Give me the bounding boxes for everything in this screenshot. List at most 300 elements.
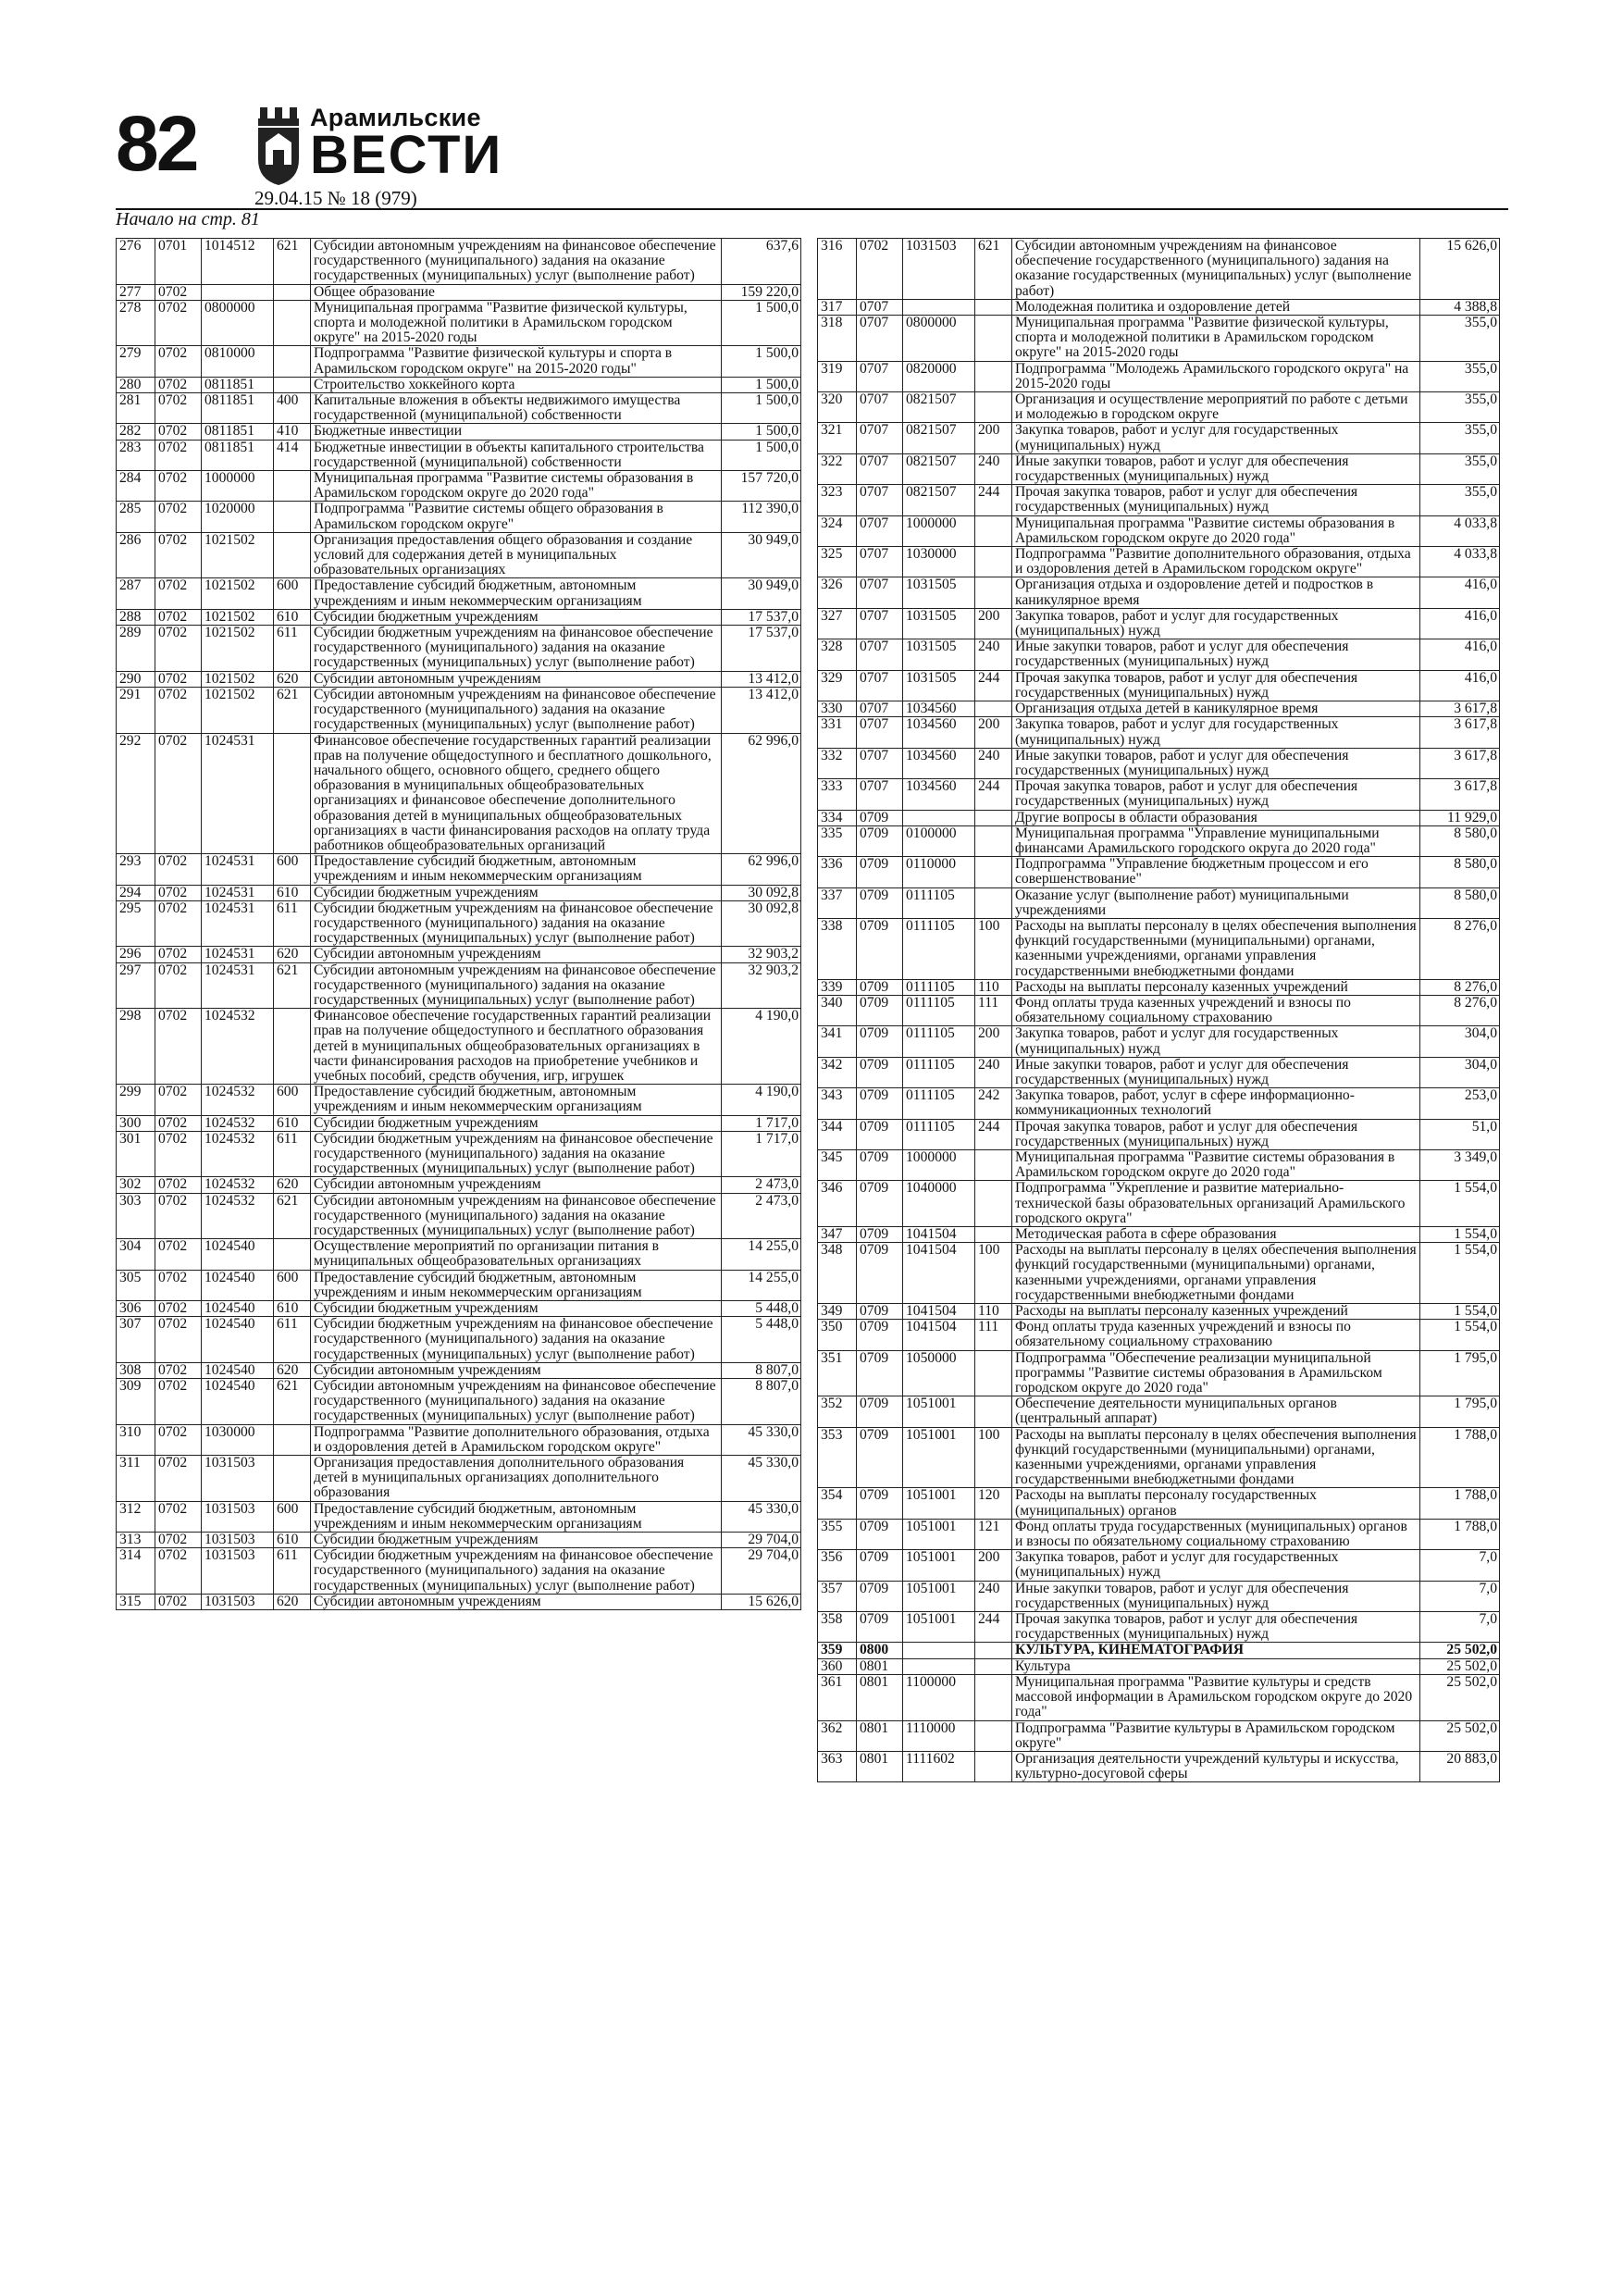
amount: 3 617,8 bbox=[1420, 701, 1500, 717]
section-code: 0702 bbox=[155, 687, 202, 733]
row-number: 347 bbox=[818, 1227, 857, 1243]
amount: 157 720,0 bbox=[722, 471, 801, 502]
amount: 8 807,0 bbox=[722, 1379, 801, 1425]
target-article-code: 0811851 bbox=[202, 424, 274, 440]
amount: 1 554,0 bbox=[1420, 1181, 1500, 1227]
amount: 355,0 bbox=[1420, 485, 1500, 515]
item-name: Субсидии автономным учреждениям на финансовое обеспечение государственного (муниципального) задания на оказание государственных (муниципальных) услуг (выполнение работ) bbox=[311, 962, 722, 1009]
table-row bbox=[117, 284, 801, 300]
item-name: Общее образование bbox=[311, 284, 722, 300]
row-number: 298 bbox=[117, 1009, 155, 1085]
section-code: 0707 bbox=[857, 577, 903, 608]
amount: 15 626,0 bbox=[722, 1594, 801, 1609]
row-number: 299 bbox=[117, 1085, 155, 1115]
target-article-code: 1031505 bbox=[903, 670, 975, 701]
row-number: 309 bbox=[117, 1379, 155, 1425]
section-code: 0709 bbox=[857, 1396, 903, 1427]
target-article-code: 1024540 bbox=[202, 1379, 274, 1425]
expense-type-code: 600 bbox=[274, 1501, 311, 1532]
section-code: 0702 bbox=[155, 377, 202, 392]
target-article-code: 1021502 bbox=[202, 609, 274, 625]
row-number: 334 bbox=[818, 810, 857, 825]
target-article-code: 1051001 bbox=[903, 1612, 975, 1643]
row-number: 348 bbox=[818, 1243, 857, 1304]
item-name: Расходы на выплаты персоналу государственных (муниципальных) органов bbox=[1012, 1488, 1420, 1519]
expense-type-code bbox=[975, 1658, 1012, 1674]
item-name: Предоставление субсидий бюджетным, автономным учреждениям и иным некоммерческим организациям bbox=[311, 1270, 722, 1300]
target-article-code: 1024531 bbox=[202, 854, 274, 885]
item-name: Молодежная политика и оздоровление детей bbox=[1012, 299, 1420, 315]
expense-type-code: 100 bbox=[975, 918, 1012, 979]
table-row bbox=[117, 393, 801, 424]
section-code: 0709 bbox=[857, 1427, 903, 1488]
section-code: 0709 bbox=[857, 995, 903, 1025]
amount: 355,0 bbox=[1420, 453, 1500, 484]
amount: 416,0 bbox=[1420, 639, 1500, 670]
target-article-code: 1024532 bbox=[202, 1177, 274, 1193]
table-row bbox=[818, 1243, 1500, 1304]
amount: 25 502,0 bbox=[1420, 1643, 1500, 1658]
table-row bbox=[117, 1131, 801, 1177]
row-number: 305 bbox=[117, 1270, 155, 1300]
row-number: 315 bbox=[117, 1594, 155, 1609]
row-number: 337 bbox=[818, 887, 857, 918]
row-number: 323 bbox=[818, 485, 857, 515]
item-name: Субсидии автономным учреждениям bbox=[311, 947, 722, 962]
section-code: 0709 bbox=[857, 1519, 903, 1549]
item-name: Подпрограмма "Развитие дополнительного образования, отдыха и оздоровления детей в Арамильском городском округе" bbox=[1012, 547, 1420, 577]
expense-type-code: 200 bbox=[975, 1550, 1012, 1581]
section-code: 0707 bbox=[857, 423, 903, 453]
item-name: Капитальные вложения в объекты недвижимого имущества государственной (муниципальной) собственности bbox=[311, 393, 722, 424]
table-row bbox=[117, 578, 801, 609]
target-article-code: 1041504 bbox=[903, 1304, 975, 1320]
row-number: 311 bbox=[117, 1456, 155, 1502]
table-row bbox=[818, 1720, 1500, 1751]
expense-type-code: 610 bbox=[274, 1533, 311, 1548]
expense-type-code: 111 bbox=[975, 995, 1012, 1025]
item-name: Подпрограмма "Развитие культуры в Арамильском городском округе" bbox=[1012, 1720, 1420, 1751]
amount: 3 349,0 bbox=[1420, 1149, 1500, 1180]
target-article-code: 1051001 bbox=[903, 1581, 975, 1611]
amount: 355,0 bbox=[1420, 361, 1500, 391]
expense-type-code: 600 bbox=[274, 854, 311, 885]
newspaper-title: ВЕСТИ bbox=[310, 125, 503, 185]
expense-type-code: 120 bbox=[975, 1488, 1012, 1519]
expense-type-code: 610 bbox=[274, 1115, 311, 1131]
item-name: Культура bbox=[1012, 1658, 1420, 1674]
target-article-code: 0811851 bbox=[202, 377, 274, 392]
expense-type-code: 244 bbox=[975, 1612, 1012, 1643]
expense-type-code bbox=[975, 1350, 1012, 1396]
amount: 1 717,0 bbox=[722, 1115, 801, 1131]
item-name: Предоставление субсидий бюджетным, автономным учреждениям и иным некоммерческим организациям bbox=[311, 578, 722, 609]
item-name: Закупка товаров, работ и услуг для государственных (муниципальных) нужд bbox=[1012, 1550, 1420, 1581]
section-code: 0702 bbox=[155, 284, 202, 300]
target-article-code bbox=[903, 810, 975, 825]
table-row bbox=[117, 346, 801, 377]
newspaper-title-small: Арамильские bbox=[310, 104, 481, 131]
expense-type-code bbox=[274, 1009, 311, 1085]
section-code: 0702 bbox=[155, 900, 202, 947]
amount: 2 473,0 bbox=[722, 1193, 801, 1239]
item-name: Организация предоставления дополнительного образования детей в муниципальных организациях дополнительного образования bbox=[311, 1456, 722, 1502]
item-name: Субсидии автономным учреждениям bbox=[311, 1362, 722, 1378]
row-number: 325 bbox=[818, 547, 857, 577]
target-article-code: 0111105 bbox=[903, 1088, 975, 1119]
table-row bbox=[117, 471, 801, 502]
amount: 45 330,0 bbox=[722, 1456, 801, 1502]
expense-type-code: 611 bbox=[274, 1548, 311, 1595]
target-article-code: 1110000 bbox=[903, 1720, 975, 1751]
expense-type-code: 242 bbox=[975, 1088, 1012, 1119]
item-name: Субсидии бюджетным учреждениям на финансовое обеспечение государственного (муниципального) задания на оказание государственных (муниципальных) услуг (выполнение работ) bbox=[311, 900, 722, 947]
target-article-code: 0800000 bbox=[202, 300, 274, 346]
section-code: 0707 bbox=[857, 748, 903, 778]
expense-type-code: 240 bbox=[975, 748, 1012, 778]
expense-type-code: 240 bbox=[975, 453, 1012, 484]
table-row bbox=[117, 1594, 801, 1609]
target-article-code: 0821507 bbox=[903, 392, 975, 423]
expense-type-code: 611 bbox=[274, 626, 311, 672]
section-code: 0707 bbox=[857, 361, 903, 391]
table-row bbox=[818, 1227, 1500, 1243]
section-code: 0801 bbox=[857, 1720, 903, 1751]
section-code: 0709 bbox=[857, 810, 903, 825]
target-article-code: 1024531 bbox=[202, 733, 274, 854]
amount: 4 190,0 bbox=[722, 1009, 801, 1085]
expense-type-code bbox=[975, 825, 1012, 856]
table-row bbox=[117, 502, 801, 532]
row-number: 287 bbox=[117, 578, 155, 609]
target-article-code: 1034560 bbox=[903, 779, 975, 810]
table-row bbox=[818, 299, 1500, 315]
expense-type-code: 620 bbox=[274, 1177, 311, 1193]
target-article-code: 1024540 bbox=[202, 1362, 274, 1378]
row-number: 276 bbox=[117, 239, 155, 285]
row-number: 300 bbox=[117, 1115, 155, 1131]
row-number: 312 bbox=[117, 1501, 155, 1532]
table-row bbox=[818, 1396, 1500, 1427]
table-row bbox=[117, 1501, 801, 1532]
amount: 304,0 bbox=[1420, 1057, 1500, 1087]
budget-table-right bbox=[817, 238, 1500, 1782]
row-number: 322 bbox=[818, 453, 857, 484]
row-number: 291 bbox=[117, 687, 155, 733]
expense-type-code: 100 bbox=[975, 1243, 1012, 1304]
amount: 3 617,8 bbox=[1420, 779, 1500, 810]
amount: 30 949,0 bbox=[722, 532, 801, 578]
target-article-code: 1034560 bbox=[903, 748, 975, 778]
row-number: 355 bbox=[818, 1519, 857, 1549]
section-code: 0702 bbox=[155, 609, 202, 625]
item-name: Иные закупки товаров, работ и услуг для обеспечения государственных (муниципальных) нужд bbox=[1012, 1581, 1420, 1611]
item-name: Прочая закупка товаров, работ и услуг для обеспечения государственных (муниципальных) нужд bbox=[1012, 779, 1420, 810]
item-name: Муниципальная программа "Развитие системы образования в Арамильском городском округе до 2020 года" bbox=[311, 471, 722, 502]
section-code: 0702 bbox=[155, 532, 202, 578]
target-article-code bbox=[903, 1643, 975, 1658]
masthead bbox=[116, 102, 1508, 211]
expense-type-code bbox=[975, 392, 1012, 423]
amount: 1 554,0 bbox=[1420, 1320, 1500, 1350]
item-name: Фонд оплаты труда государственных (муниципальных) органов и взносы по обязательному социальному страхованию bbox=[1012, 1519, 1420, 1549]
expense-type-code: 410 bbox=[274, 424, 311, 440]
table-row bbox=[818, 423, 1500, 453]
target-article-code: 0800000 bbox=[903, 316, 975, 362]
header-rule bbox=[116, 208, 1508, 210]
section-code: 0707 bbox=[857, 515, 903, 546]
target-article-code: 0111105 bbox=[903, 995, 975, 1025]
amount: 1 500,0 bbox=[722, 377, 801, 392]
section-code: 0702 bbox=[155, 1533, 202, 1548]
page-number: 82 bbox=[116, 100, 197, 187]
table-row bbox=[117, 947, 801, 962]
amount: 1 500,0 bbox=[722, 440, 801, 470]
target-article-code: 0811851 bbox=[202, 393, 274, 424]
item-name: Расходы на выплаты персоналу в целях обеспечения выполнения функций государственными (муниципальными) органами, казенными учреждениями, органами управления государственными внебюджетными фондами bbox=[1012, 1427, 1420, 1488]
row-number: 292 bbox=[117, 733, 155, 854]
row-number: 285 bbox=[117, 502, 155, 532]
table-row bbox=[818, 1026, 1500, 1057]
item-name: Организация деятельности учреждений культуры и искусства, культурно-досуговой сферы bbox=[1012, 1751, 1420, 1781]
target-article-code: 1030000 bbox=[903, 547, 975, 577]
row-number: 345 bbox=[818, 1149, 857, 1180]
section-code: 0709 bbox=[857, 1304, 903, 1320]
expense-type-code bbox=[274, 377, 311, 392]
amount: 4 190,0 bbox=[722, 1085, 801, 1115]
expense-type-code: 600 bbox=[274, 1085, 311, 1115]
item-name: Муниципальная программа "Развитие системы образования в Арамильском городском округе до 2020 года" bbox=[1012, 1149, 1420, 1180]
issue-date-number: 29.04.15 № 18 (979) bbox=[254, 187, 417, 209]
item-name: Муниципальная программа "Развитие физической культуры, спорта и молодежной политики в Арамильском городском округе" на 2015-2020 годы bbox=[1012, 316, 1420, 362]
table-row bbox=[818, 577, 1500, 608]
expense-type-code bbox=[274, 532, 311, 578]
expense-type-code bbox=[975, 1181, 1012, 1227]
expense-type-code bbox=[975, 887, 1012, 918]
item-name: Подпрограмма "Развитие физической культуры и спорта в Арамильском городском округе" на 2015-2020 годы" bbox=[311, 346, 722, 377]
table-row bbox=[117, 962, 801, 1009]
row-number: 327 bbox=[818, 608, 857, 639]
section-code: 0707 bbox=[857, 717, 903, 748]
city-coat-of-arms-icon bbox=[254, 107, 303, 185]
target-article-code: 1024540 bbox=[202, 1317, 274, 1363]
amount: 62 996,0 bbox=[722, 854, 801, 885]
row-number: 313 bbox=[117, 1533, 155, 1548]
table-row bbox=[818, 485, 1500, 515]
amount: 32 903,2 bbox=[722, 947, 801, 962]
target-article-code: 1024531 bbox=[202, 885, 274, 900]
section-code: 0709 bbox=[857, 1149, 903, 1180]
section-code: 0702 bbox=[155, 393, 202, 424]
expense-type-code bbox=[274, 471, 311, 502]
table-row bbox=[818, 1519, 1500, 1549]
table-row bbox=[117, 1270, 801, 1300]
table-row bbox=[818, 1751, 1500, 1781]
section-code: 0702 bbox=[155, 1594, 202, 1609]
amount: 25 502,0 bbox=[1420, 1720, 1500, 1751]
item-name: Другие вопросы в области образования bbox=[1012, 810, 1420, 825]
item-name: Субсидии бюджетным учреждениям на финансовое обеспечение государственного (муниципального) задания на оказание государственных (муниципальных) услуг (выполнение работ) bbox=[311, 626, 722, 672]
section-code: 0709 bbox=[857, 1320, 903, 1350]
target-article-code: 1024540 bbox=[202, 1239, 274, 1270]
amount: 1 717,0 bbox=[722, 1131, 801, 1177]
table-row bbox=[117, 671, 801, 687]
target-article-code: 1050000 bbox=[903, 1350, 975, 1396]
target-article-code: 1000000 bbox=[903, 515, 975, 546]
amount: 8 580,0 bbox=[1420, 825, 1500, 856]
budget-table-left bbox=[116, 238, 801, 1610]
expense-type-code bbox=[274, 1239, 311, 1270]
target-article-code: 1111602 bbox=[903, 1751, 975, 1781]
item-name: Финансовое обеспечение государственных гарантий реализации прав на получение общедоступного и бесплатного дошкольного, начального общего, основного общего, среднего общего образования в муниципальных общеобразовательных организациях и финансовое обеспечение дополнительного образования детей в муниципальных общеобразовательных организациях в части финансирования расходов на оплату труда работников общеобразовательных организаций bbox=[311, 733, 722, 854]
expense-type-code: 244 bbox=[975, 779, 1012, 810]
section-code: 0709 bbox=[857, 1243, 903, 1304]
table-row bbox=[818, 608, 1500, 639]
amount: 4 033,8 bbox=[1420, 547, 1500, 577]
target-article-code bbox=[903, 1658, 975, 1674]
amount: 8 580,0 bbox=[1420, 857, 1500, 887]
row-number: 338 bbox=[818, 918, 857, 979]
section-code: 0709 bbox=[857, 1119, 903, 1149]
expense-type-code: 400 bbox=[274, 393, 311, 424]
item-name: Расходы на выплаты персоналу казенных учреждений bbox=[1012, 1304, 1420, 1320]
section-code: 0702 bbox=[155, 671, 202, 687]
table-row bbox=[818, 701, 1500, 717]
amount: 1 500,0 bbox=[722, 346, 801, 377]
row-number: 329 bbox=[818, 670, 857, 701]
expense-type-code bbox=[274, 284, 311, 300]
section-code: 0707 bbox=[857, 639, 903, 670]
table-row bbox=[117, 300, 801, 346]
expense-type-code bbox=[975, 1227, 1012, 1243]
row-number: 324 bbox=[818, 515, 857, 546]
section-code: 0702 bbox=[155, 346, 202, 377]
target-article-code: 0110000 bbox=[903, 857, 975, 887]
amount: 304,0 bbox=[1420, 1026, 1500, 1057]
table-row bbox=[818, 1057, 1500, 1087]
amount: 15 626,0 bbox=[1420, 239, 1500, 300]
amount: 3 617,8 bbox=[1420, 717, 1500, 748]
section-code: 0702 bbox=[155, 471, 202, 502]
table-row bbox=[818, 717, 1500, 748]
section-code: 0801 bbox=[857, 1674, 903, 1720]
amount: 355,0 bbox=[1420, 423, 1500, 453]
row-number: 331 bbox=[818, 717, 857, 748]
item-name: Осуществление мероприятий по организации питания в муниципальных общеобразовательных организациях bbox=[311, 1239, 722, 1270]
row-number: 316 bbox=[818, 239, 857, 300]
target-article-code: 1021502 bbox=[202, 671, 274, 687]
amount: 51,0 bbox=[1420, 1119, 1500, 1149]
row-number: 344 bbox=[818, 1119, 857, 1149]
item-name: Субсидии бюджетным учреждениям bbox=[311, 609, 722, 625]
target-article-code: 1021502 bbox=[202, 532, 274, 578]
item-name: Подпрограмма "Развитие системы общего образования в Арамильском городском округе" bbox=[311, 502, 722, 532]
expense-type-code bbox=[975, 316, 1012, 362]
target-article-code: 0820000 bbox=[903, 361, 975, 391]
expense-type-code: 621 bbox=[274, 239, 311, 285]
table-row bbox=[818, 1181, 1500, 1227]
item-name: Закупка товаров, работ и услуг для государственных (муниципальных) нужд bbox=[1012, 1026, 1420, 1057]
table-row bbox=[818, 1488, 1500, 1519]
expense-type-code bbox=[274, 346, 311, 377]
target-article-code: 1024532 bbox=[202, 1009, 274, 1085]
section-code: 0709 bbox=[857, 979, 903, 995]
section-code: 0702 bbox=[155, 854, 202, 885]
target-article-code: 1051001 bbox=[903, 1488, 975, 1519]
item-name: Прочая закупка товаров, работ и услуг для обеспечения государственных (муниципальных) нужд bbox=[1012, 670, 1420, 701]
target-article-code: 1031503 bbox=[202, 1501, 274, 1532]
table-row bbox=[117, 1533, 801, 1548]
table-row bbox=[818, 1674, 1500, 1720]
section-code: 0702 bbox=[155, 1424, 202, 1455]
amount: 8 276,0 bbox=[1420, 918, 1500, 979]
item-name: Муниципальная программа "Развитие физической культуры, спорта и молодежной политики в Арамильском городском округе" на 2015-2020 годы bbox=[311, 300, 722, 346]
target-article-code: 1024532 bbox=[202, 1131, 274, 1177]
section-code: 0702 bbox=[155, 502, 202, 532]
row-number: 296 bbox=[117, 947, 155, 962]
table-row bbox=[117, 1239, 801, 1270]
expense-type-code bbox=[975, 547, 1012, 577]
section-code: 0702 bbox=[155, 1548, 202, 1595]
item-name: Муниципальная программа "Управление муниципальными финансами Арамильского городского округа до 2020 года" bbox=[1012, 825, 1420, 856]
section-code: 0707 bbox=[857, 701, 903, 717]
item-name: Закупка товаров, работ, услуг в сфере информационно-коммуникационных технологий bbox=[1012, 1088, 1420, 1119]
row-number: 346 bbox=[818, 1181, 857, 1227]
expense-type-code bbox=[975, 1643, 1012, 1658]
item-name: Иные закупки товаров, работ и услуг для обеспечения государственных (муниципальных) нужд bbox=[1012, 639, 1420, 670]
row-number: 314 bbox=[117, 1548, 155, 1595]
item-name: Расходы на выплаты персоналу в целях обеспечения выполнения функций государственными (муниципальными) органами, казенными учреждениями, органами управления государственными внебюджетными фондами bbox=[1012, 1243, 1420, 1304]
row-number: 350 bbox=[818, 1320, 857, 1350]
item-name: Подпрограмма "Укрепление и развитие материально- технической базы образовательных организаций Арамильского городского округа" bbox=[1012, 1181, 1420, 1227]
row-number: 330 bbox=[818, 701, 857, 717]
section-code: 0702 bbox=[155, 1317, 202, 1363]
row-number: 321 bbox=[818, 423, 857, 453]
section-code: 0702 bbox=[155, 1085, 202, 1115]
expense-type-code bbox=[975, 299, 1012, 315]
row-number: 284 bbox=[117, 471, 155, 502]
item-name: Предоставление субсидий бюджетным, автономным учреждениям и иным некоммерческим организациям bbox=[311, 1501, 722, 1532]
amount: 7,0 bbox=[1420, 1581, 1500, 1611]
table-row bbox=[818, 1350, 1500, 1396]
amount: 1 500,0 bbox=[722, 424, 801, 440]
item-name: Подпрограмма "Молодежь Арамильского городского округа" на 2015-2020 годы bbox=[1012, 361, 1420, 391]
item-name: Иные закупки товаров, работ и услуг для обеспечения государственных (муниципальных) нужд bbox=[1012, 1057, 1420, 1087]
section-code: 0702 bbox=[155, 1456, 202, 1502]
target-article-code: 1041504 bbox=[903, 1320, 975, 1350]
item-name: Закупка товаров, работ и услуг для государственных (муниципальных) нужд bbox=[1012, 423, 1420, 453]
item-name: Подпрограмма "Управление бюджетным процессом и его совершенствование" bbox=[1012, 857, 1420, 887]
table-row bbox=[818, 1427, 1500, 1488]
expense-type-code: 621 bbox=[274, 1193, 311, 1239]
target-article-code: 0111105 bbox=[903, 1057, 975, 1087]
expense-type-code: 110 bbox=[975, 1304, 1012, 1320]
target-article-code: 1024532 bbox=[202, 1193, 274, 1239]
section-code: 0702 bbox=[155, 1115, 202, 1131]
table-row bbox=[117, 900, 801, 947]
table-row bbox=[818, 887, 1500, 918]
target-article-code: 1100000 bbox=[903, 1674, 975, 1720]
row-number: 279 bbox=[117, 346, 155, 377]
row-number: 277 bbox=[117, 284, 155, 300]
table-row bbox=[818, 1320, 1500, 1350]
table-row bbox=[117, 1115, 801, 1131]
item-name: Субсидии автономным учреждениям bbox=[311, 1177, 722, 1193]
target-article-code: 0821507 bbox=[903, 453, 975, 484]
expense-type-code: 200 bbox=[975, 423, 1012, 453]
table-row bbox=[818, 1643, 1500, 1658]
expense-type-code bbox=[975, 577, 1012, 608]
